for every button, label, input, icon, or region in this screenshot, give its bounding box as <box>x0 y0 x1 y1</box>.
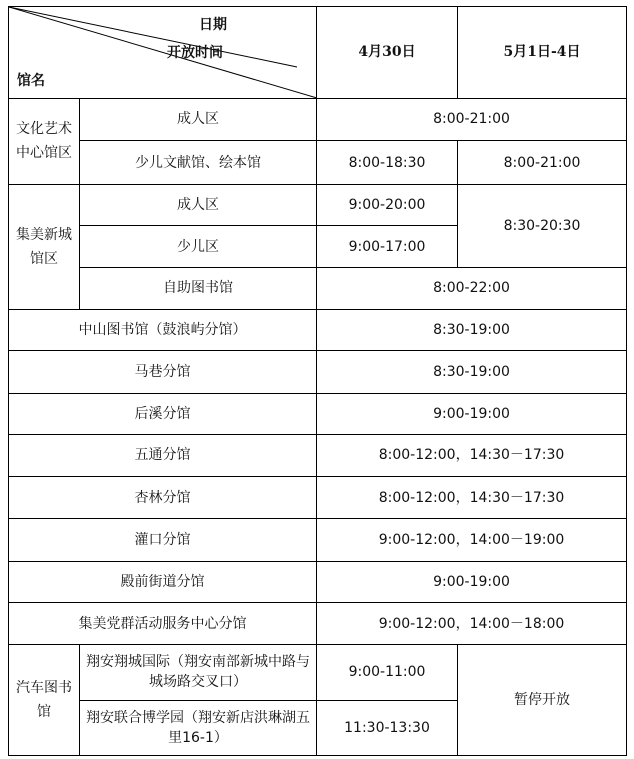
maxiang-hours: 8:30-19:00 <box>317 351 627 393</box>
header-corner-cell <box>9 7 317 99</box>
jimei-adult-label: 成人区 <box>80 185 317 226</box>
header-date-label: 日期 <box>199 17 227 33</box>
guankou-label: 灌口分馆 <box>9 519 317 561</box>
jimei-kids-apr30: 9:00-17:00 <box>317 226 458 267</box>
bus-stop2-apr30: 11:30-13:30 <box>317 700 458 755</box>
header-opening-time-label: 开放时间 <box>167 45 223 61</box>
jimei-self-label: 自助图书馆 <box>80 267 317 309</box>
group-bus-library: 汽车图书馆 <box>9 645 80 756</box>
maxiang-label: 马巷分馆 <box>9 351 317 393</box>
xinglin-hours: 8:00-12:00，14:30－17:30 <box>317 477 627 519</box>
header-may1-4: 5月1日-4日 <box>458 7 627 99</box>
jimei-adult-apr30: 9:00-20:00 <box>317 185 458 226</box>
culture-adult-hours: 8:00-21:00 <box>317 98 627 140</box>
diagonal-lines <box>9 7 317 98</box>
dianqian-hours: 9:00-19:00 <box>317 561 627 602</box>
guankou-hours: 9:00-12:00，14:00－19:00 <box>317 519 627 561</box>
header-library-name-label: 馆名 <box>17 73 45 89</box>
bus-stop1-label: 翔安翔城国际（翔安南部新城中路与城场路交叉口） <box>80 645 317 700</box>
wutong-label: 五通分馆 <box>9 434 317 476</box>
dianqian-label: 殿前街道分馆 <box>9 561 317 602</box>
bus-stop2-label: 翔安联合博学园（翔安新店洪琳湖五里16-1） <box>80 700 317 755</box>
opening-hours-table <box>8 6 627 756</box>
wutong-hours: 8:00-12:00，14:30－17:30 <box>317 434 627 476</box>
jimei-party-label: 集美党群活动服务中心分馆 <box>9 602 317 644</box>
header-apr30: 4月30日 <box>317 7 458 99</box>
culture-adult-label: 成人区 <box>80 98 317 140</box>
group-culture-center: 文化艺术中心馆区 <box>9 98 80 185</box>
bus-may-status: 暂停开放 <box>458 645 627 756</box>
group-jimei-new-city: 集美新城馆区 <box>9 185 80 310</box>
bus-stop1-apr30: 9:00-11:00 <box>317 645 458 700</box>
jimei-party-hours: 9:00-12:00，14:00－18:00 <box>317 602 627 644</box>
culture-kids-may: 8:00-21:00 <box>458 140 627 184</box>
zhongshan-hours: 8:30-19:00 <box>317 309 627 350</box>
jimei-may-shared: 8:30-20:30 <box>458 185 627 268</box>
houxi-hours: 9:00-19:00 <box>317 393 627 434</box>
culture-kids-label: 少儿文献馆、绘本馆 <box>80 140 317 184</box>
culture-kids-apr30: 8:00-18:30 <box>317 140 458 184</box>
jimei-self-hours: 8:00-22:00 <box>317 267 627 309</box>
jimei-kids-label: 少儿区 <box>80 226 317 267</box>
houxi-label: 后溪分馆 <box>9 393 317 434</box>
zhongshan-label: 中山图书馆（鼓浪屿分馆） <box>9 309 317 350</box>
xinglin-label: 杏林分馆 <box>9 477 317 519</box>
